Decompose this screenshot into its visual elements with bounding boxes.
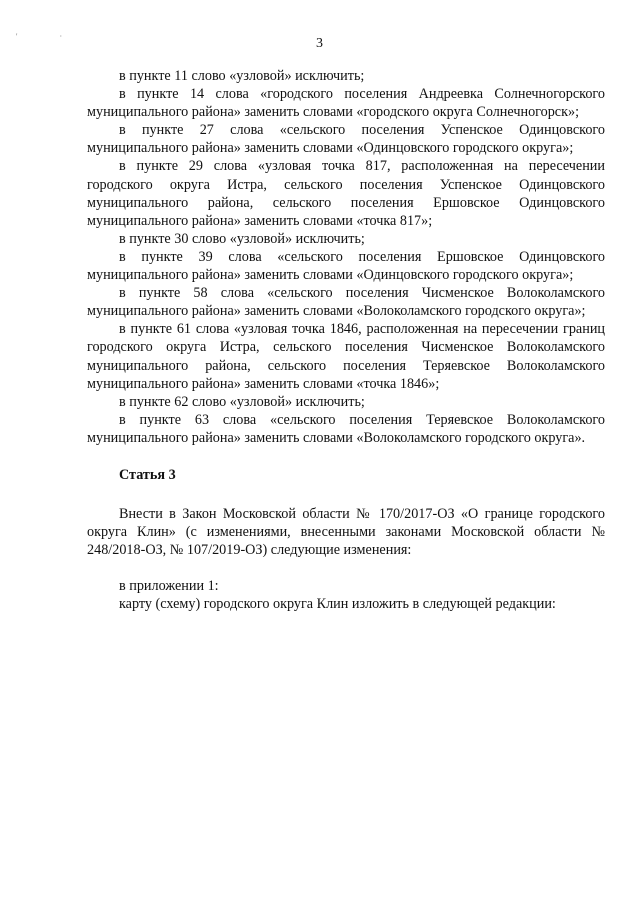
page-number: 3 [316, 36, 323, 51]
amendment-paragraph: в пункте 27 слова «сельского поселения Успенское Одинцовского муниципального района» заменить словами «Одинцовского городского округа»; [87, 122, 605, 157]
document-body [87, 67, 605, 614]
amendment-paragraph: в пункте 29 слова «узловая точка 817, расположенная на пересечении городского округа Истра, сельского поселения Успенское Одинцовского муниципального района, сельского поселения Ершовское Одинцовского муниципального района» заменить словами «точка 817»; [87, 158, 605, 229]
margin-marks: ' · [16, 32, 83, 41]
amendment-paragraph: в пункте 63 слова «сельского поселения Теряевское Волоколамского муниципального района» заменить словами «Волоколамского городского округа». [87, 411, 605, 446]
appendix-text: карту (схему) городского округа Клин изложить в следующей редакции: [119, 596, 556, 613]
appendix-label: в приложении 1: [119, 578, 219, 595]
amendment-paragraph: в пункте 58 слова «сельского поселения Чисменское Волоколамского муниципального района» заменить словами «Волоколамского городского округа»; [87, 285, 605, 320]
amendment-paragraph: в пункте 30 слово «узловой» исключить; [119, 230, 365, 247]
amendment-paragraph: в пункте 61 слова «узловая точка 1846, расположенная на пересечении границ городского округа Истра, сельского поселения Чисменское Волоколамского муниципального района, сельского поселения Теряевское Волоколамского муниципального района» заменить словами «точка 1846»; [87, 321, 605, 392]
article-intro: Внести в Закон Московской области № 170/2017-ОЗ «О границе городского округа Клин» (с изменениями, внесенными законами Московской области № 248/2018-ОЗ, № 107/2019-ОЗ) следующие изменения: [87, 506, 605, 559]
amendment-paragraph: в пункте 14 слова «городского поселения Андреевка Солнечногорского муниципального района» заменить словами «городского округа Солнечногорск»; [87, 86, 605, 121]
amendment-paragraph: в пункте 62 слово «узловой» исключить; [119, 393, 365, 410]
article-heading: Статья 3 [119, 466, 176, 483]
amendment-paragraph: в пункте 39 слова «сельского поселения Ершовское Одинцовского муниципального района» заменить словами «Одинцовского городского округа»; [87, 248, 605, 284]
amendment-paragraph: в пункте 11 слово «узловой» исключить; [119, 68, 365, 84]
